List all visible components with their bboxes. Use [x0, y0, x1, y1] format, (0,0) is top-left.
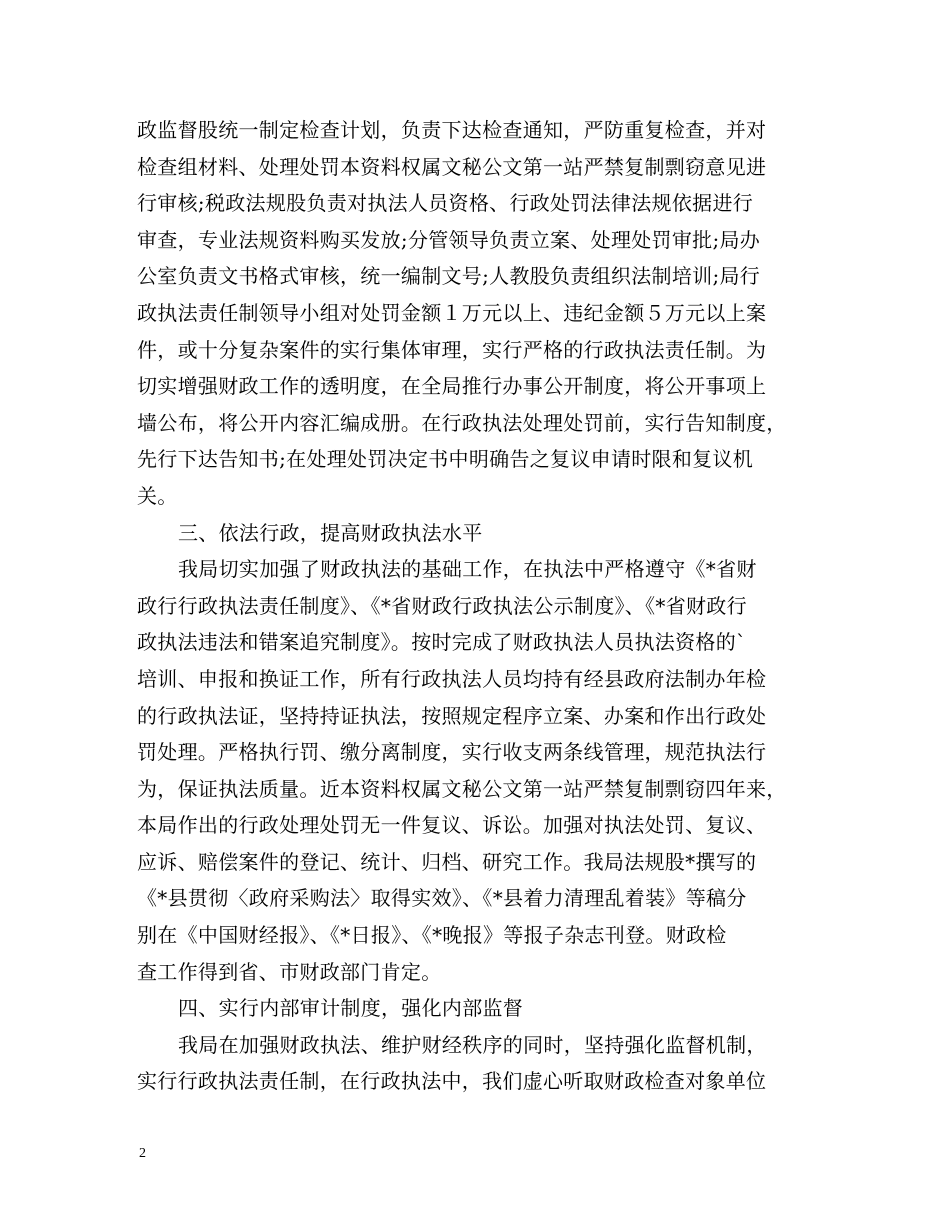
paragraph-line: 政行行政执法责任制度》、《*省财政行政执法公示制度》、《*省财政行	[137, 593, 747, 618]
paragraph-line: 政执法违法和错案追究制度》。按时完成了财政执法人员执法资格的`	[137, 630, 747, 655]
paragraph-line: 公室负责文书格式审核，统一编制文号;人教股负责组织法制培训;局行	[137, 264, 761, 289]
paragraph-line: 政执法责任制领导小组对处罚金额１万元以上、违纪金额５万元以上案	[137, 300, 767, 325]
paragraph-line: 为，保证执法质量。近本资料权属文秘公文第一站严禁复制剽窃四年来，	[137, 776, 787, 801]
paragraph-line: 实行行政执法责任制，在行政执法中，我们虚心听取财政检查对象单位	[137, 1069, 767, 1094]
paragraph-line-indented: 四、实行内部审计制度，强化内部监督	[178, 996, 524, 1021]
paragraph-line: 审查，专业法规资料购买发放;分管领导负责立案、处理处罚审批;局办	[137, 227, 761, 252]
paragraph-line: 先行下达告知书;在处理处罚决定书中明确告之复议申请时限和复议机	[137, 447, 754, 472]
page-number: 2	[139, 1146, 146, 1161]
paragraph-line: 的行政执法证，坚持持证执法，按照规定程序立案、办案和作出行政处	[137, 703, 767, 728]
paragraph-line: 件，或十分复杂案件的实行集体审理，实行严格的行政执法责任制。为	[137, 337, 767, 362]
paragraph-line: 别在《中国财经报》、《*日报》、《*晚报》等报子杂志刊登。财政检	[137, 923, 727, 948]
paragraph-line: 政监督股统一制定检查计划，负责下达检查通知，严防重复检查，并对	[137, 118, 767, 142]
paragraph-line: 切实增强财政工作的透明度，在全局推行办事公开制度，将公开事项上	[137, 374, 767, 399]
paragraph-line: 墙公布，将公开内容汇编成册。在行政执法处理处罚前，实行告知制度，	[137, 410, 787, 435]
paragraph-line: 本局作出的行政处理处罚无一件复议、诉讼。加强对执法处罚、复议、	[137, 813, 767, 838]
paragraph-line: 查工作得到省、市财政部门肯定。	[137, 959, 442, 984]
paragraph-line-indented: 三、依法行政，提高财政执法水平	[178, 520, 483, 545]
paragraph-line: 关。	[137, 483, 178, 508]
paragraph-line: 应诉、赔偿案件的登记、统计、归档、研究工作。我局法规股*撰写的	[137, 849, 757, 874]
body-text	[137, 112, 827, 1100]
paragraph-line-indented: 我局切实加强了财政执法的基础工作，在执法中严格遵守《*省财	[178, 557, 757, 582]
paragraph-line: 《*县贯彻〈政府采购法〉取得实效》、《*县着力清理乱着装》等稿分	[137, 886, 747, 911]
paragraph-line: 培训、申报和换证工作，所有行政执法人员均持有经县政府法制办年检	[137, 666, 767, 691]
paragraph-line: 罚处理。严格执行罚、缴分离制度，实行收支两条线管理，规范执法行	[137, 740, 767, 765]
paragraph-line-indented: 我局在加强财政执法、维护财经秩序的同时，坚持强化监督机制，	[178, 1032, 767, 1057]
paragraph-line: 检查组材料、处理处罚本资料权属文秘公文第一站严禁复制剽窃意见进	[137, 154, 767, 179]
paragraph-line: 行审核;税政法规股负责对执法人员资格、行政处罚法律法规依据进行	[137, 191, 754, 216]
